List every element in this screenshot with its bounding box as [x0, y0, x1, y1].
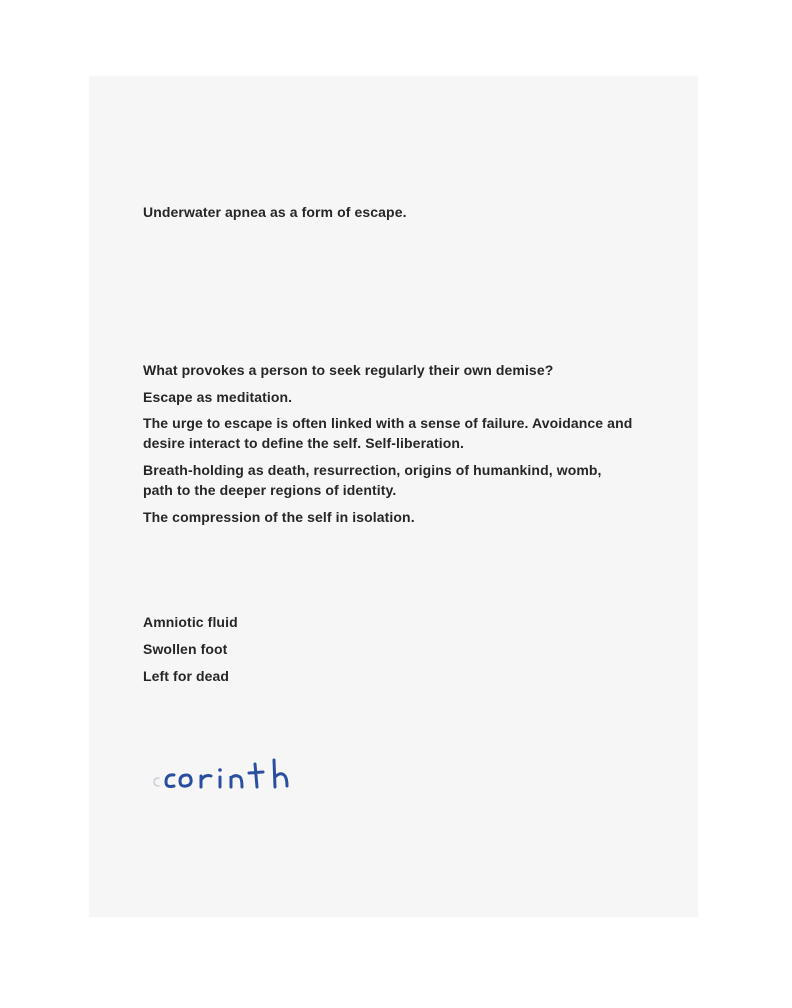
- paragraph-breath-holding: Breath-holding as death, resurrection, origins of humankind, womb, path to the deeper regions of identity.: [143, 462, 602, 498]
- handwritten-signature: [147, 752, 317, 792]
- document-title: Underwater apnea as a form of escape.: [143, 204, 407, 220]
- list-item: Swollen foot: [143, 641, 228, 657]
- word-list: [143, 612, 238, 693]
- paragraph-urge: The urge to escape is often linked with a sense of failure. Avoidance and desire interact to define the self. Self-liberation.: [143, 415, 633, 451]
- list-item: Left for dead: [143, 668, 230, 684]
- paper-sheet: [89, 76, 698, 917]
- paragraph-meditation: Escape as meditation.: [143, 389, 293, 405]
- list-item: Amniotic fluid: [143, 614, 238, 630]
- paragraph-question: What provokes a person to seek regularly their own demise?: [143, 362, 554, 378]
- paragraph-compression: The compression of the self in isolation.: [143, 509, 415, 525]
